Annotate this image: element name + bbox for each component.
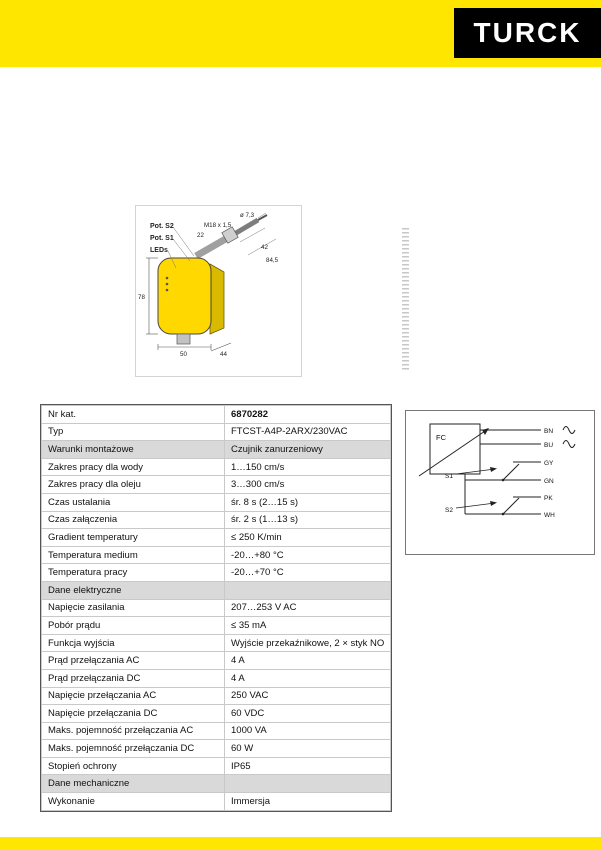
sensor-drawing-svg: [136, 206, 301, 376]
dim-845: 84,5: [266, 257, 279, 264]
spec-label: Maks. pojemność przełączania AC: [42, 722, 225, 740]
table-row: [42, 546, 391, 564]
spec-label: Temperatura medium: [42, 546, 225, 564]
section-row: [42, 441, 391, 459]
sensor-body: [158, 258, 211, 334]
spec-label: Stopień ochrony: [42, 757, 225, 775]
spec-value: -20…+70 °C: [225, 564, 391, 582]
probe-tip: [258, 215, 267, 220]
led-dot: [166, 283, 169, 286]
spec-table-wrap: [40, 404, 392, 812]
spec-label: Napięcie zasilania: [42, 599, 225, 617]
spec-label: Maks. pojemność przełączania DC: [42, 740, 225, 758]
spec-value: 4 A: [225, 652, 391, 670]
table-row: [42, 476, 391, 494]
spec-label: Gradient temperatury: [42, 529, 225, 547]
spec-value: 3…300 cm/s: [225, 476, 391, 494]
spec-label: Dane mechaniczne: [42, 775, 225, 793]
vertical-fine-print: [402, 228, 409, 372]
cable-gland: [177, 334, 190, 344]
spec-value: 60 W: [225, 740, 391, 758]
spec-value: Wyjście przekaźnikowe, 2 × styk NO: [225, 634, 391, 652]
terminal-pk: PK: [544, 495, 553, 502]
spec-value: śr. 8 s (2…15 s): [225, 493, 391, 511]
section-row: [42, 775, 391, 793]
spec-value: ≤ 250 K/min: [225, 529, 391, 547]
table-row: [42, 740, 391, 758]
table-row: [42, 511, 391, 529]
turck-logo-text: TURCK: [473, 17, 582, 48]
footer-bar: [0, 837, 601, 850]
wiring-svg: [405, 410, 595, 555]
spec-label: Wykonanie: [42, 793, 225, 811]
spec-label: Napięcie przełączania DC: [42, 705, 225, 723]
dim-tip-diameter: ø 7,3: [240, 212, 255, 219]
table-row: [42, 423, 391, 441]
pot-s1-label: Pot. S1: [150, 235, 174, 242]
spec-table: [41, 405, 391, 811]
spec-value: ≤ 35 mA: [225, 617, 391, 635]
led-dot: [166, 289, 169, 292]
spec-label: Nr kat.: [42, 406, 225, 424]
spec-value: 4 A: [225, 669, 391, 687]
spec-value: [225, 581, 391, 599]
table-row: [42, 634, 391, 652]
spec-label: Dane elektryczne: [42, 581, 225, 599]
table-row: [42, 793, 391, 811]
spec-label: Napięcie przełączania AC: [42, 687, 225, 705]
spec-label: Funkcja wyjścia: [42, 634, 225, 652]
spec-value: Czujnik zanurzeniowy: [225, 441, 391, 459]
spec-label: Czas ustalania: [42, 493, 225, 511]
terminal-gy: GY: [544, 460, 554, 467]
s2-label: S2: [445, 507, 453, 514]
table-row: [42, 599, 391, 617]
wiring-frame: [406, 411, 595, 555]
spec-table-body: [42, 406, 391, 811]
probe-thread: [236, 220, 258, 233]
spec-value: 1000 VA: [225, 722, 391, 740]
spec-label: Prąd przełączania AC: [42, 652, 225, 670]
table-row: [42, 493, 391, 511]
spec-label: Typ: [42, 423, 225, 441]
spec-value: Immersja: [225, 793, 391, 811]
spec-value: 207…253 V AC: [225, 599, 391, 617]
table-row: [42, 652, 391, 670]
product-drawing: [135, 205, 302, 377]
dim-78: 78: [138, 294, 145, 301]
spec-value: 6870282: [225, 406, 391, 424]
spec-label: Prąd przełączania DC: [42, 669, 225, 687]
leds-label: LEDs: [150, 247, 168, 254]
table-row: [42, 757, 391, 775]
dim-44: 44: [220, 351, 227, 358]
wiring-diagram: [405, 410, 595, 555]
dim-thread: M18 x 1,5: [204, 222, 232, 229]
pot-s2-label: Pot. S2: [150, 223, 174, 230]
spec-value: FTCST-A4P-2ARX/230VAC: [225, 423, 391, 441]
spec-label: Warunki montażowe: [42, 441, 225, 459]
dim-42: 42: [261, 244, 268, 251]
spec-value: 250 VAC: [225, 687, 391, 705]
led-dot: [166, 277, 169, 280]
spec-label: Temperatura pracy: [42, 564, 225, 582]
terminal-gn: GN: [544, 478, 554, 485]
table-row: [42, 458, 391, 476]
terminal-bn: BN: [544, 428, 554, 435]
section-row: [42, 581, 391, 599]
spec-label: Zakres pracy dla wody: [42, 458, 225, 476]
spec-label: Czas załączenia: [42, 511, 225, 529]
dim-22: 22: [197, 232, 204, 239]
spec-value: 1…150 cm/s: [225, 458, 391, 476]
table-row: [42, 564, 391, 582]
s2-contact-pivot: [502, 513, 505, 516]
spec-value: śr. 2 s (1…13 s): [225, 511, 391, 529]
spec-value: 60 VDC: [225, 705, 391, 723]
table-row: [42, 687, 391, 705]
spec-value: -20…+80 °C: [225, 546, 391, 564]
spec-value: [225, 775, 391, 793]
header-bar: [0, 0, 601, 67]
table-row: [42, 617, 391, 635]
sensor-body-side: [210, 264, 224, 334]
table-row: [42, 669, 391, 687]
terminal-bu: BU: [544, 442, 554, 449]
turck-logo: [454, 8, 601, 58]
table-row: [42, 529, 391, 547]
terminal-wh: WH: [544, 512, 555, 519]
spec-label: Pobór prądu: [42, 617, 225, 635]
table-row: [42, 406, 391, 424]
s1-contact-pivot: [502, 479, 505, 482]
spec-value: IP65: [225, 757, 391, 775]
table-row: [42, 722, 391, 740]
table-row: [42, 705, 391, 723]
s1-label: S1: [445, 473, 453, 480]
spec-label: Zakres pracy dla oleju: [42, 476, 225, 494]
fc-label: FC: [436, 433, 446, 442]
dim-50: 50: [180, 351, 187, 358]
